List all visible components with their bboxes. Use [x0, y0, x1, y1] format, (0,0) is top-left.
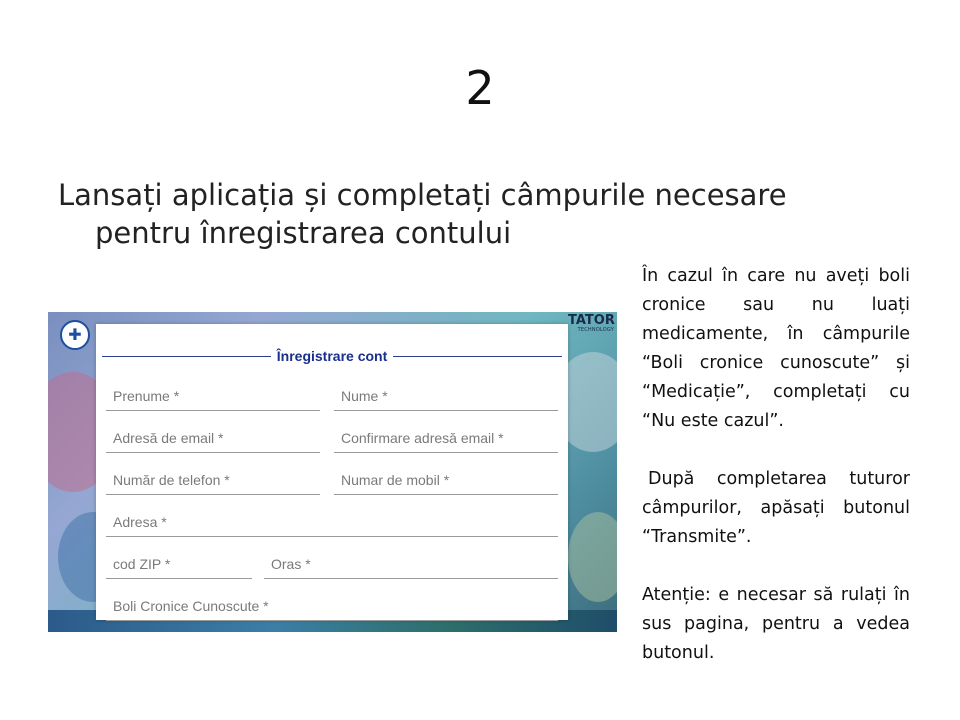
- slide-heading-line-2: pentru înregistrarea contului: [95, 216, 512, 250]
- chronic-diseases-label: Boli Cronice Cunoscute *: [113, 598, 269, 614]
- chronic-diseases-input[interactable]: [106, 594, 558, 621]
- address-input[interactable]: [106, 510, 558, 537]
- phone-input[interactable]: [106, 468, 320, 495]
- divider: [393, 356, 562, 357]
- email-confirm-label: Confirmare adresă email *: [341, 430, 504, 446]
- slide-heading: [58, 176, 848, 252]
- email-input[interactable]: [106, 426, 320, 453]
- mobile-input[interactable]: [334, 468, 558, 495]
- phone-label: Număr de telefon *: [113, 472, 230, 488]
- address-label: Adresa *: [113, 514, 167, 530]
- background-decoration: [568, 512, 617, 602]
- email-label: Adresă de email *: [113, 430, 224, 446]
- zip-label: cod ZIP *: [113, 556, 171, 572]
- last-name-input[interactable]: [334, 384, 558, 411]
- brand-logo: [568, 314, 614, 333]
- instruction-paragraph-3: Atenție: e necesar să rulați în sus pagina, pentru a vedea butonul.: [642, 585, 910, 663]
- form-title: Înregistrare cont: [276, 348, 388, 364]
- slide-heading-line-1: Lansați aplicația și completați câmpurile necesare: [58, 178, 787, 212]
- slide-number: 2: [465, 61, 495, 115]
- registration-form: [96, 324, 568, 620]
- app-screenshot: [48, 312, 617, 632]
- city-label: Oras *: [271, 556, 311, 572]
- instruction-paragraph-2: După completarea tuturor câmpurilor, apăsați butonul “Transmite”.: [642, 469, 910, 547]
- instruction-paragraph-1: În cazul în care nu aveți boli cronice sau nu luați medicamente, în câmpurile “Boli cronice cunoscute” și “Medicație”, completați cu “Nu este cazul”.: [642, 266, 910, 431]
- medical-cross-logo-icon: ✚: [60, 320, 90, 350]
- mobile-label: Numar de mobil *: [341, 472, 450, 488]
- brand-subtitle: TECHNOLOGY: [577, 327, 614, 333]
- city-input[interactable]: [264, 552, 558, 579]
- first-name-label: Prenume *: [113, 388, 180, 404]
- form-header: [102, 344, 562, 368]
- email-confirm-input[interactable]: [334, 426, 558, 453]
- zip-input[interactable]: [106, 552, 252, 579]
- instructions-text: [642, 262, 910, 668]
- divider: [102, 356, 271, 357]
- brand-name: TATOR: [568, 313, 615, 328]
- last-name-label: Nume *: [341, 388, 388, 404]
- first-name-input[interactable]: [106, 384, 320, 411]
